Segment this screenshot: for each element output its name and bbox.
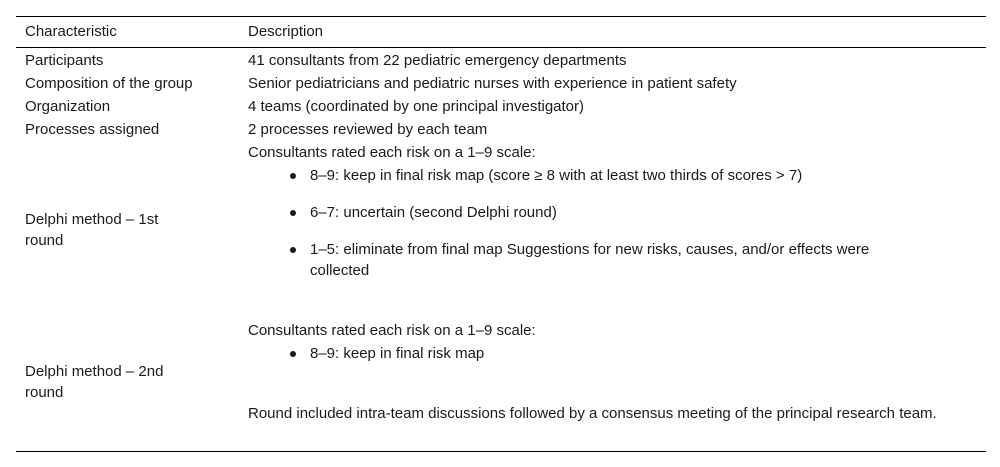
- bullet-icon: [290, 210, 296, 216]
- round2-note: Round included intra-team discussions followed by a consensus meeting of the principal research team.: [248, 405, 937, 422]
- row-label: Composition of the group: [25, 75, 193, 92]
- round2-label: Delphi method – 2nd round: [25, 363, 164, 401]
- bullet-icon: [290, 173, 296, 179]
- column-header-characteristic: Characteristic: [25, 23, 117, 40]
- row-label: Processes assigned: [25, 121, 160, 138]
- row-description: 2 processes reviewed by each team: [248, 121, 488, 138]
- row-description: 4 teams (coordinated by one principal investigator): [248, 98, 585, 115]
- column-header-description: Description: [248, 23, 324, 40]
- table-header-rule: [16, 47, 986, 48]
- round1-intro: Consultants rated each risk on a 1–9 scale:: [248, 144, 536, 161]
- round1-label: Delphi method – 1st round: [25, 211, 159, 249]
- row-description: Senior pediatricians and pediatric nurses with experience in patient safety: [248, 75, 737, 92]
- row-description: 41 consultants from 22 pediatric emergency departments: [248, 52, 627, 69]
- row-label: Organization: [25, 98, 111, 115]
- table-top-rule: [16, 16, 986, 17]
- row-label: Participants: [25, 52, 104, 69]
- round2-intro: Consultants rated each risk on a 1–9 scale:: [248, 322, 536, 339]
- bullet-icon: [290, 247, 296, 253]
- bullet-icon: [290, 351, 296, 357]
- table-bottom-rule: [16, 451, 986, 452]
